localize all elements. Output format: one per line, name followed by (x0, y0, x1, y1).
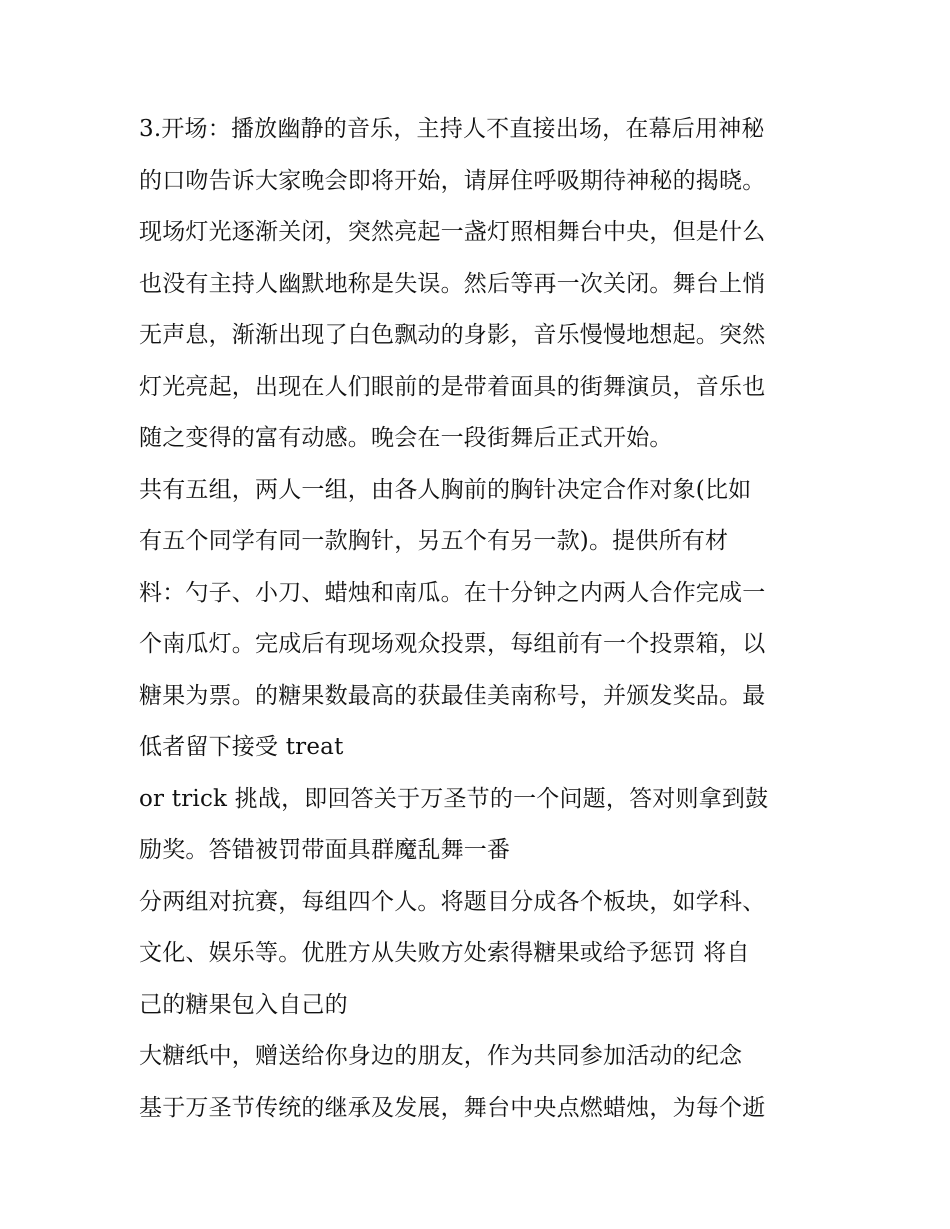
text-line: 3.开场：播放幽静的音乐，主持人不直接出场，在幕后用神秘 (139, 116, 765, 142)
text-line: 分两组对抗赛，每组四个人。将题目分成各个板块，如学科、 (139, 888, 766, 915)
text-line: 低者留下接受 treat (139, 734, 344, 760)
text-line: 料：勺子、小刀、蜡烛和南瓜。在十分钟之内两人合作完成一 (139, 579, 766, 606)
text-line: 糖果为票。的糖果数最高的获最佳美南称号，并颁发奖品。最 (139, 682, 766, 709)
text-line: 随之变得的富有动感。晚会在一段街舞后正式开始。 (139, 425, 673, 451)
text-line: 个南瓜灯。完成后有现场观众投票，每组前有一个投票箱，以 (139, 631, 766, 657)
text-line: 共有五组，两人一组，由各人胸前的胸针决定合作对象(比如 (139, 476, 752, 503)
text-line: 大糖纸中，赠送给你身边的朋友，作为共同参加活动的纪念 (139, 1043, 743, 1069)
text-line: 有五个同学有同一款胸针，另五个有另一款)。提供所有材 (139, 528, 729, 554)
text-line: 现场灯光逐渐关闭，突然亮起一盏灯照相舞台中央，但是什么 (139, 219, 766, 245)
text-line: 励奖。答错被罚带面具群魔乱舞一番 (139, 837, 511, 863)
text-line: or trick 挑战，即回答关于万圣节的一个问题，答对则拿到鼓 (139, 785, 769, 812)
text-line: 己的糖果包入自己的 (139, 991, 348, 1018)
text-line: 灯光亮起，出现在人们眼前的是带着面具的街舞演员，音乐也 (139, 373, 766, 400)
text-line: 也没有主持人幽默地称是失误。然后等再一次关闭。舞台上悄 (139, 270, 766, 297)
text-line: 无声息，渐渐出现了白色飘动的身影，音乐慢慢地想起。突然 (139, 322, 766, 348)
text-line: 文化、娱乐等。优胜方从失败方处索得糖果或给予惩罚 将自 (139, 940, 750, 966)
document-body (139, 104, 819, 1134)
text-line: 的口吻告诉大家晚会即将开始，请屏住呼吸期待神秘的揭晓。 (139, 167, 766, 194)
text-line: 基于万圣节传统的继承及发展，舞台中央点燃蜡烛，为每个逝 (139, 1094, 766, 1121)
